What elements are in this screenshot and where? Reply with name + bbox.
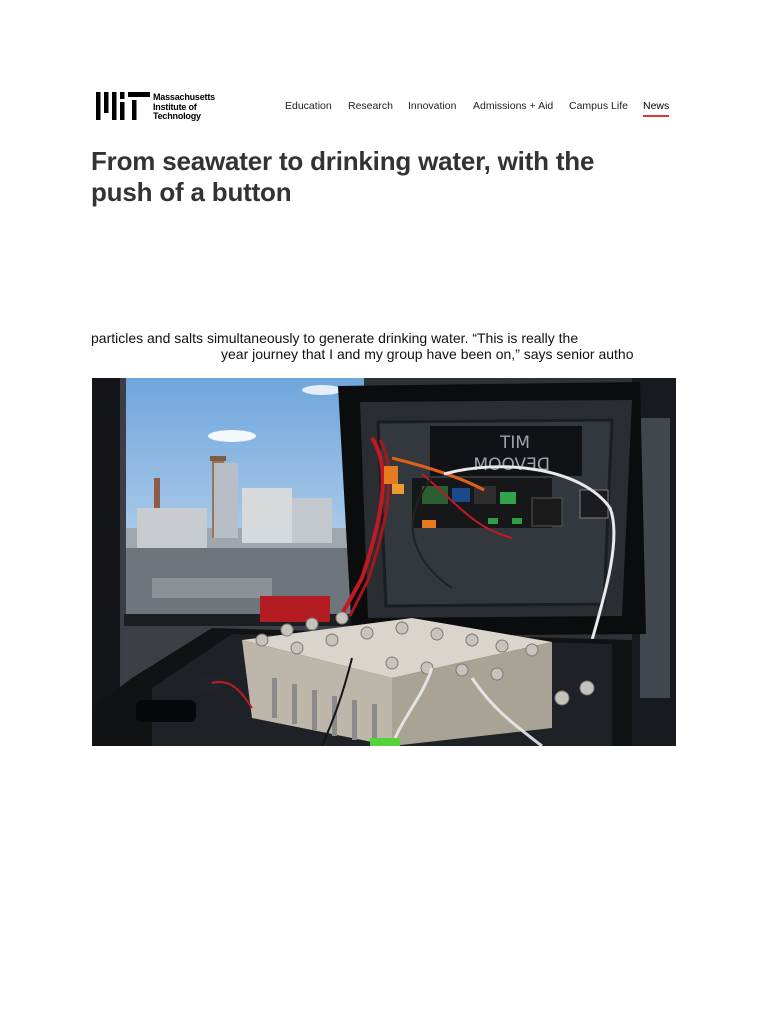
excerpt-line: year journey that I and my group have been on,” says senior autho xyxy=(221,346,634,362)
site-header xyxy=(92,86,676,128)
nav-admissions-aid[interactable]: Admissions + Aid xyxy=(473,100,554,112)
logo-line: Massachusetts xyxy=(153,92,215,102)
nav-campus-life[interactable]: Campus Life xyxy=(569,100,628,112)
article-photo xyxy=(92,378,676,746)
institute-name xyxy=(153,93,215,122)
mit-logo[interactable] xyxy=(96,92,150,120)
article-title: From seawater to drinking water, with the push of a button xyxy=(91,146,595,207)
logo-line: Institute of xyxy=(153,101,197,112)
nav-innovation[interactable]: Innovation xyxy=(408,100,457,112)
nav-research[interactable]: Research xyxy=(348,100,393,112)
lid-label-2: DEVOOM xyxy=(473,455,550,475)
nav-education[interactable]: Education xyxy=(285,100,332,112)
lid-label-1: MIT xyxy=(499,433,530,453)
nav-news[interactable]: News xyxy=(643,100,670,112)
logo-line: Technology xyxy=(153,111,201,121)
excerpt-line: particles and salts simultaneously to generate drinking water. “This is really the xyxy=(91,330,579,346)
